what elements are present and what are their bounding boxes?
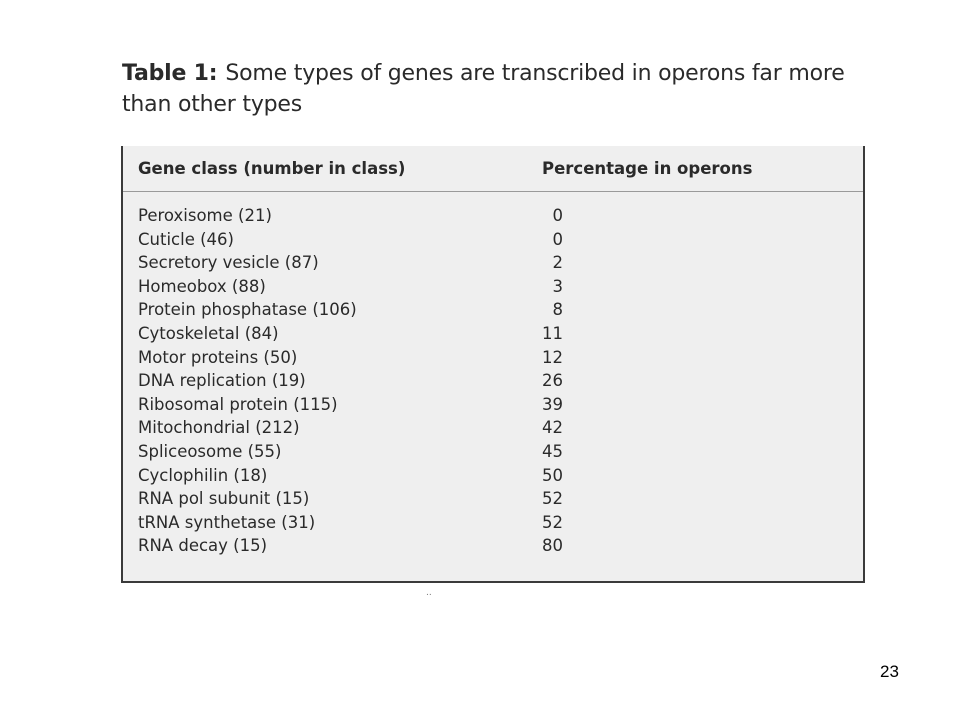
cell-gene-class: tRNA synthetase (31): [138, 512, 316, 532]
cell-percentage: 52: [542, 512, 563, 532]
table-row: [123, 298, 863, 322]
table-row: [123, 416, 863, 440]
cell-percentage: 45: [542, 441, 563, 461]
table-row: [123, 464, 863, 488]
cell-percentage: 0: [552, 206, 563, 225]
table-header: [123, 146, 863, 192]
table-row: [123, 251, 863, 275]
cell-gene-class: Protein phosphatase (106): [138, 300, 357, 320]
cell-gene-class: Secretory vesicle (87): [138, 253, 319, 273]
cell-gene-class: Spliceosome (55): [138, 441, 282, 461]
cell-gene-class: Homeobox (88): [138, 276, 266, 296]
table-caption-label: Table 1:: [122, 61, 218, 86]
cell-gene-class: Peroxisome (21): [138, 206, 272, 225]
cell-percentage: 8: [552, 300, 563, 320]
table-row: [123, 487, 863, 511]
cell-percentage: 12: [542, 347, 563, 367]
table-row: [123, 440, 863, 464]
table-caption-text: Some types of genes are transcribed in operons far more than other types: [122, 61, 845, 117]
table-row: [123, 322, 863, 346]
cell-percentage: 11: [542, 323, 563, 343]
cell-gene-class: RNA decay (15): [138, 536, 268, 556]
cell-gene-class: Motor proteins (50): [138, 347, 298, 367]
header-percentage: Percentage in operons: [542, 159, 753, 178]
cell-gene-class: DNA replication (19): [138, 371, 306, 391]
table-row: [123, 534, 863, 558]
table-row: [123, 204, 863, 228]
cell-percentage: 26: [542, 371, 563, 391]
cell-percentage: 42: [542, 418, 563, 438]
cell-percentage: 3: [552, 276, 563, 296]
cell-gene-class: Cyclophilin (18): [138, 465, 268, 485]
table-row: [123, 511, 863, 535]
cell-gene-class: RNA pol subunit (15): [138, 489, 310, 509]
table-row: [123, 228, 863, 252]
cell-gene-class: Ribosomal protein (115): [138, 394, 338, 414]
cell-gene-class: Cuticle (46): [138, 229, 234, 249]
cell-percentage: 39: [542, 394, 563, 414]
table-body: [123, 204, 863, 558]
cell-gene-class: Cytoskeletal (84): [138, 323, 279, 343]
cell-percentage: 52: [542, 489, 563, 509]
table-caption: [122, 58, 882, 120]
cell-percentage: 2: [552, 253, 563, 273]
page-number: 23: [880, 662, 899, 681]
cell-gene-class: Mitochondrial (212): [138, 418, 300, 438]
table-row: [123, 275, 863, 299]
cell-percentage: 0: [552, 229, 563, 249]
header-gene-class: Gene class (number in class): [138, 159, 406, 178]
table-row: [123, 346, 863, 370]
table-row: [123, 393, 863, 417]
cell-percentage: 50: [542, 465, 563, 485]
data-table: [121, 146, 865, 583]
footnote-marks: ..: [426, 588, 432, 598]
cell-percentage: 80: [542, 536, 563, 556]
table-row: [123, 369, 863, 393]
